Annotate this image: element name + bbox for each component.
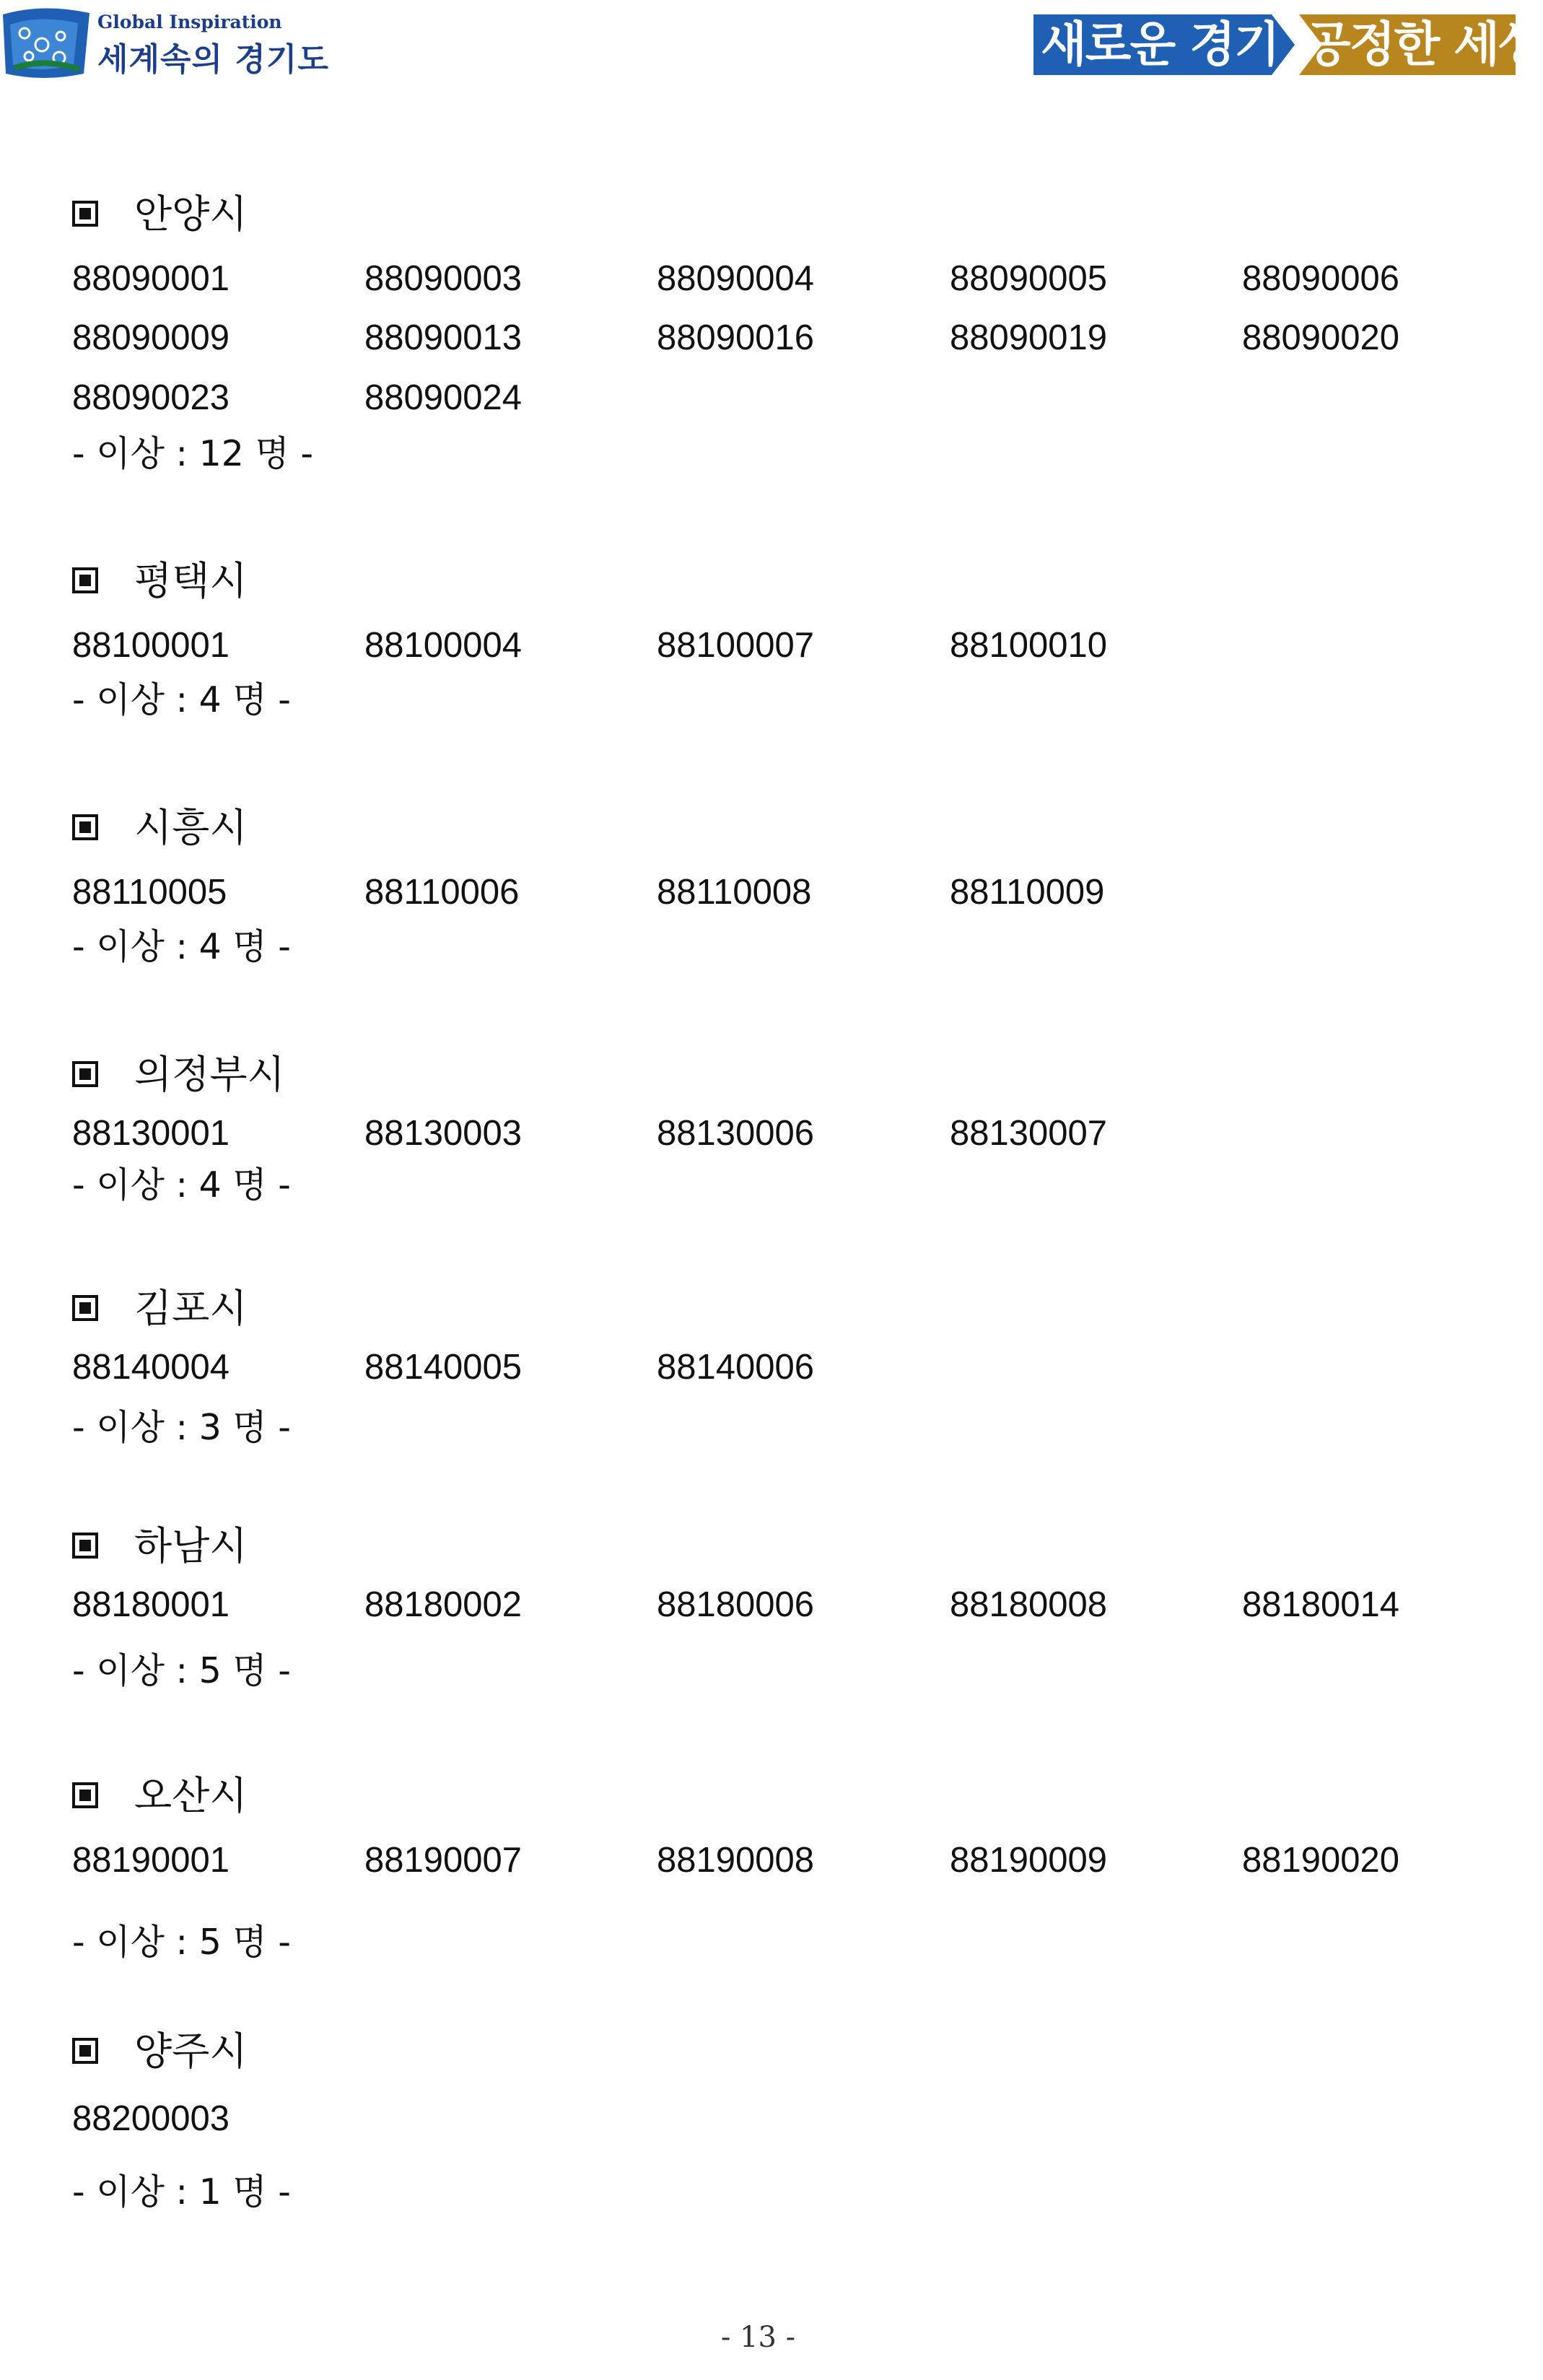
- registration-code: 88180014: [1242, 1585, 1400, 1624]
- registration-code: 88100004: [364, 626, 523, 665]
- section-heading: [72, 1521, 248, 1572]
- registration-code: 88190009: [950, 1841, 1108, 1880]
- section-heading: [72, 1050, 285, 1100]
- filled-square-bullet-icon: [72, 567, 98, 593]
- registration-code: 88140006: [657, 1348, 815, 1387]
- registration-code: 88140004: [72, 1348, 230, 1387]
- section-heading: [72, 803, 248, 853]
- registration-code: 88090013: [364, 318, 523, 357]
- registration-code: 88180006: [657, 1585, 815, 1624]
- section-heading: [72, 1771, 248, 1821]
- slogan-right-text: 공정한 세상: [1305, 17, 1543, 72]
- registration-code: 88180001: [72, 1585, 230, 1624]
- section-count-summary: - 이상 : 1 명 -: [72, 2171, 291, 2213]
- registration-code: 88090023: [72, 378, 230, 417]
- section-title: 평택시: [134, 558, 248, 603]
- registration-code: 88110006: [364, 873, 520, 912]
- registration-code: 88100007: [657, 626, 815, 665]
- section-count-summary: - 이상 : 5 명 -: [72, 1650, 291, 1691]
- filled-square-bullet-icon: [72, 1782, 98, 1808]
- registration-code: 88090004: [657, 259, 815, 298]
- section-heading: [72, 1283, 248, 1334]
- registration-code: 88130007: [950, 1114, 1108, 1153]
- section-count-summary: - 이상 : 5 명 -: [72, 1922, 291, 1963]
- section-title: 양주시: [134, 2028, 248, 2074]
- section-count-summary: - 이상 : 4 명 -: [72, 1164, 291, 1206]
- section-heading: [72, 189, 248, 240]
- section-title: 오산시: [134, 1773, 248, 1818]
- registration-code: 88140005: [364, 1348, 523, 1387]
- section-title: 시흥시: [134, 805, 248, 850]
- registration-code: 88180008: [950, 1585, 1108, 1624]
- section-count-summary: - 이상 : 4 명 -: [72, 679, 291, 720]
- section-count-summary: - 이상 : 12 명 -: [72, 433, 314, 474]
- registration-code: 88190007: [364, 1841, 523, 1880]
- gyeonggi-logo: [0, 3, 329, 79]
- registration-code: 88130006: [657, 1114, 815, 1153]
- section-count-summary: - 이상 : 4 명 -: [72, 926, 291, 967]
- logo-english-text: Global Inspiration: [97, 12, 282, 32]
- registration-code: 88090003: [364, 259, 523, 298]
- filled-square-bullet-icon: [72, 1061, 98, 1087]
- filled-square-bullet-icon: [72, 814, 98, 840]
- registration-code: 88190008: [657, 1841, 815, 1880]
- registration-code: 88200003: [72, 2099, 230, 2138]
- section-heading: [72, 2026, 248, 2077]
- registration-code: 88090019: [950, 318, 1108, 357]
- registration-code: 88090009: [72, 318, 230, 357]
- filled-square-bullet-icon: [72, 1295, 98, 1321]
- section-count-summary: - 이상 : 3 명 -: [72, 1407, 291, 1448]
- section-title: 하남시: [134, 1523, 248, 1569]
- registration-code: 88110005: [72, 873, 227, 912]
- registration-code: 88110008: [657, 873, 812, 912]
- registration-code: 88090006: [1242, 259, 1400, 298]
- filled-square-bullet-icon: [72, 201, 98, 227]
- registration-code: 88100001: [72, 626, 230, 665]
- page-header: [0, 0, 1543, 83]
- registration-code: 88130003: [364, 1114, 523, 1153]
- registration-code: 88090005: [950, 259, 1108, 298]
- registration-code: 88190020: [1242, 1841, 1400, 1880]
- registration-code: 88130001: [72, 1114, 230, 1153]
- page-number: - 13 -: [720, 2321, 796, 2354]
- slogan-banner: [1033, 12, 1543, 78]
- filled-square-bullet-icon: [72, 1533, 98, 1559]
- section-title: 안양시: [134, 191, 248, 237]
- registration-code: 88100010: [950, 626, 1108, 665]
- registration-code: 88180002: [364, 1585, 523, 1624]
- slogan-left-text: 새로운 경기: [1041, 17, 1279, 72]
- registration-code: 88090024: [364, 378, 523, 417]
- registration-code: 88110009: [950, 873, 1105, 912]
- filled-square-bullet-icon: [72, 2038, 98, 2064]
- registration-code: 88090020: [1242, 318, 1400, 357]
- section-heading: [72, 556, 248, 606]
- registration-code: 88090001: [72, 259, 230, 298]
- section-title: 의정부시: [134, 1052, 285, 1097]
- logo-korean-text: 세계속의 경기도: [97, 41, 329, 78]
- section-title: 김포시: [134, 1286, 248, 1331]
- gyeonggi-emblem-icon: [0, 7, 92, 78]
- registration-code: 88090016: [657, 318, 815, 357]
- registration-code: 88190001: [72, 1841, 230, 1880]
